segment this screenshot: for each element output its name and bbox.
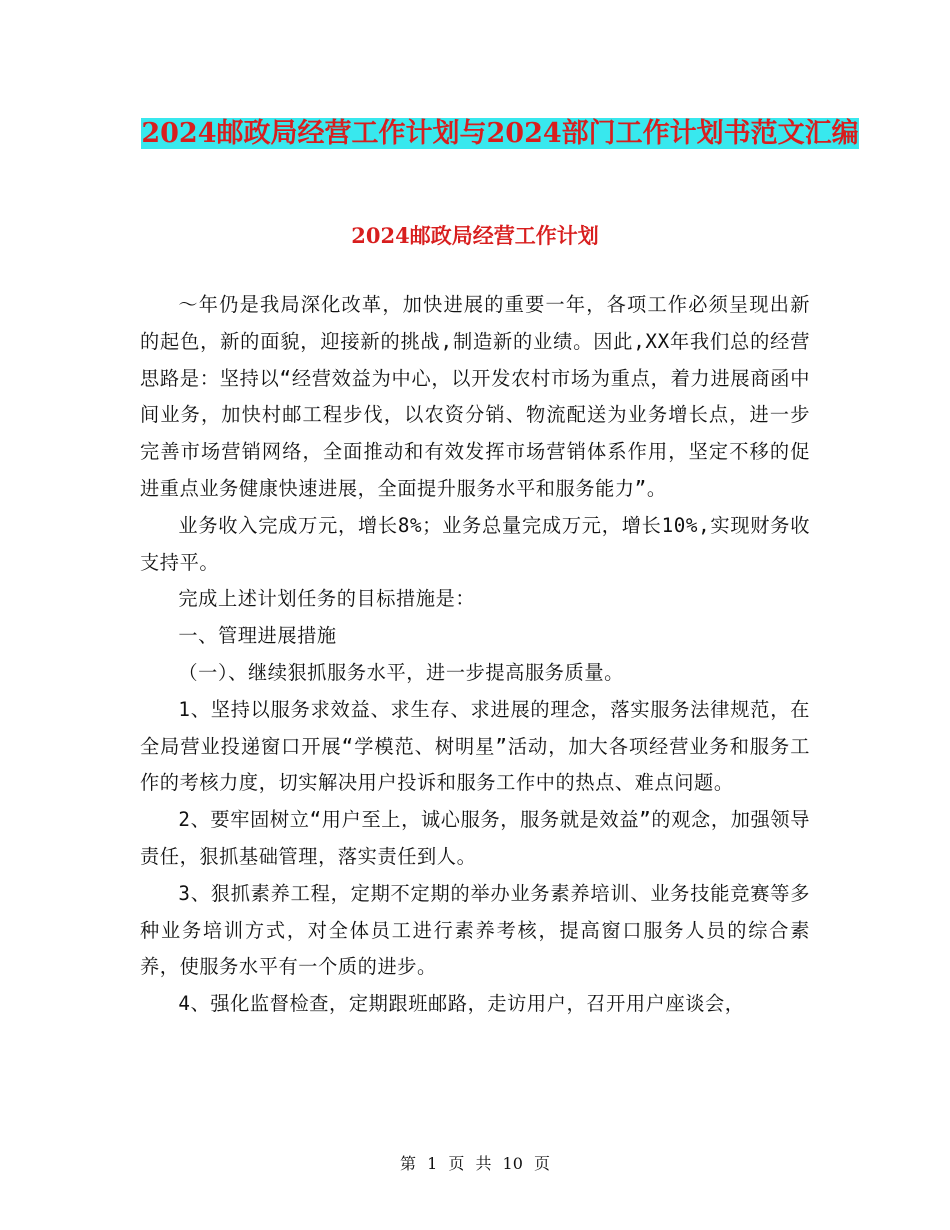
paragraph: 3、狠抓素养工程，定期不定期的举办业务素养培训、业务技能竞赛等多种业务培训方式，对全体员工进行素养考核，提高窗口服务人员的综合素养，使服务水平有一个质的进步。: [140, 881, 810, 979]
page-footer: 第 1 页 共 10 页: [400, 1154, 550, 1173]
paragraph: （一）、继续狠抓服务水平，进一步提高服务质量。: [178, 660, 624, 684]
paragraph: 一、管理进展措施: [178, 624, 337, 648]
paragraph: ～年仍是我局深化改革，加快进展的重要一年，各项工作必须呈现出新的起色，新的面貌，迎接新的挑战,制造新的业绩。因此,XX年我们总的经营思路是：坚持以“经营效益为中心，以开发农村市场为重点，着力进展商函中间业务，加快村邮工程步伐，以农资分销、物流配送为业务增长点，进一步完善市场营销网络，全面推动和有效发挥市场营销体系作用，坚定不移的促进重点业务健康快速进展，全面提升服务水平和服务能力”。: [140, 293, 810, 500]
document-body: [140, 287, 810, 1023]
paragraph: 业务收入完成万元，增长8%；业务总量完成万元，增长10%,实现财务收支持平。: [140, 513, 810, 574]
section-heading: 2024邮政局经营工作计划: [351, 223, 599, 248]
document-title: [140, 112, 860, 156]
title-highlight: 2024邮政局经营工作计划与2024部门工作计划书范文汇编: [141, 118, 859, 149]
paragraph: 1、坚持以服务求效益、求生存、求进展的理念，落实服务法律规范，在全局营业投递窗口开展“学模范、树明星”活动，加大各项经营业务和服务工作的考核力度，切实解决用户投诉和服务工作中的热点、难点问题。: [140, 697, 810, 795]
paragraph: 4、强化监督检查，定期跟班邮路，走访用户，召开用户座谈会，: [178, 992, 745, 1016]
paragraph: 完成上述计划任务的目标措施是：: [178, 587, 476, 611]
paragraph: 2、要牢固树立“用户至上，诚心服务，服务就是效益”的观念，加强领导责任，狠抓基础管理，落实责任到人。: [140, 808, 810, 868]
